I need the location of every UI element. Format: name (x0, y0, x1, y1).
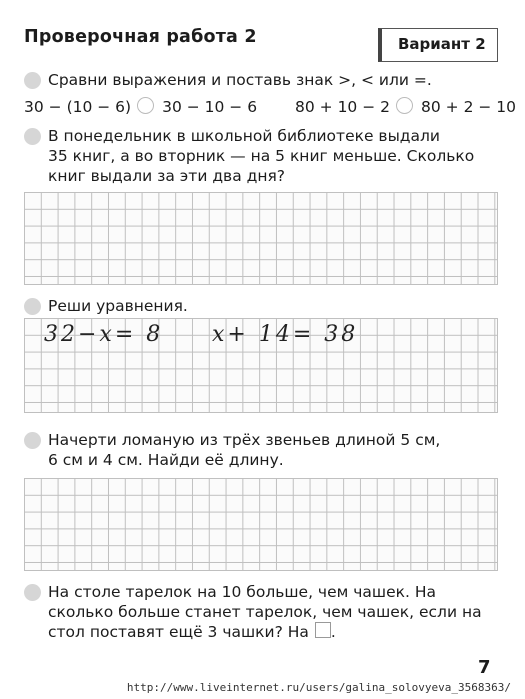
variant-label: Вариант 2 (378, 28, 498, 62)
task5-line-text: стол поставят ещё 3 чашки? На (48, 623, 309, 641)
task2-text (48, 126, 474, 186)
compare-slot-2[interactable] (396, 97, 413, 114)
source-url: http://www.liveinternet.ru/users/galina_solovyeva_3568363/ (126, 681, 511, 694)
task1-text: Сравни выражения и поставь знак >, < или =. (48, 71, 432, 89)
compare-slot-1[interactable] (137, 97, 154, 114)
expression-1a: 30 − (10 − 6) (24, 98, 132, 116)
expression-2a: 80 + 10 − 2 (295, 98, 390, 116)
task4-line: Начерти ломаную из трёх звеньев длиной 5 см, (48, 431, 441, 449)
task-marker-2 (24, 128, 41, 145)
answer-grid-3[interactable] (24, 478, 498, 571)
task5-line (48, 622, 482, 642)
task2-line: В понедельник в школьной библиотеке выдали (48, 127, 441, 145)
task4-text (48, 430, 440, 470)
task-marker-1 (24, 72, 41, 89)
equation-1: 32−x= 8 (44, 322, 164, 347)
task5-period: . (330, 623, 336, 641)
equation-2: x+ 14= 38 (212, 322, 359, 347)
task-marker-4 (24, 432, 41, 449)
page-title: Проверочная работа 2 (24, 27, 257, 47)
comparison-right (295, 97, 516, 116)
task2-line: 35 книг, а во вторник — на 5 книг меньше. Сколько (48, 147, 475, 165)
task5-text (48, 582, 482, 642)
comparison-left (24, 97, 257, 116)
expression-1b: 30 − 10 − 6 (162, 98, 258, 116)
task-marker-3 (24, 298, 41, 315)
task-marker-5 (24, 584, 41, 601)
task5-line: сколько больше станет тарелок, чем чашек, если на (48, 603, 482, 621)
answer-grid-1[interactable] (24, 192, 498, 285)
task2-line: книг выдали за эти два дня? (48, 167, 286, 185)
expression-2b: 80 + 2 − 10 (421, 98, 516, 116)
task4-line: 6 см и 4 см. Найди её длину. (48, 451, 284, 469)
answer-box[interactable] (315, 622, 331, 638)
task3-text: Реши уравнения. (48, 297, 188, 315)
task5-line: На столе тарелок на 10 больше, чем чашек. На (48, 583, 436, 601)
page-number: 7 (478, 657, 491, 678)
